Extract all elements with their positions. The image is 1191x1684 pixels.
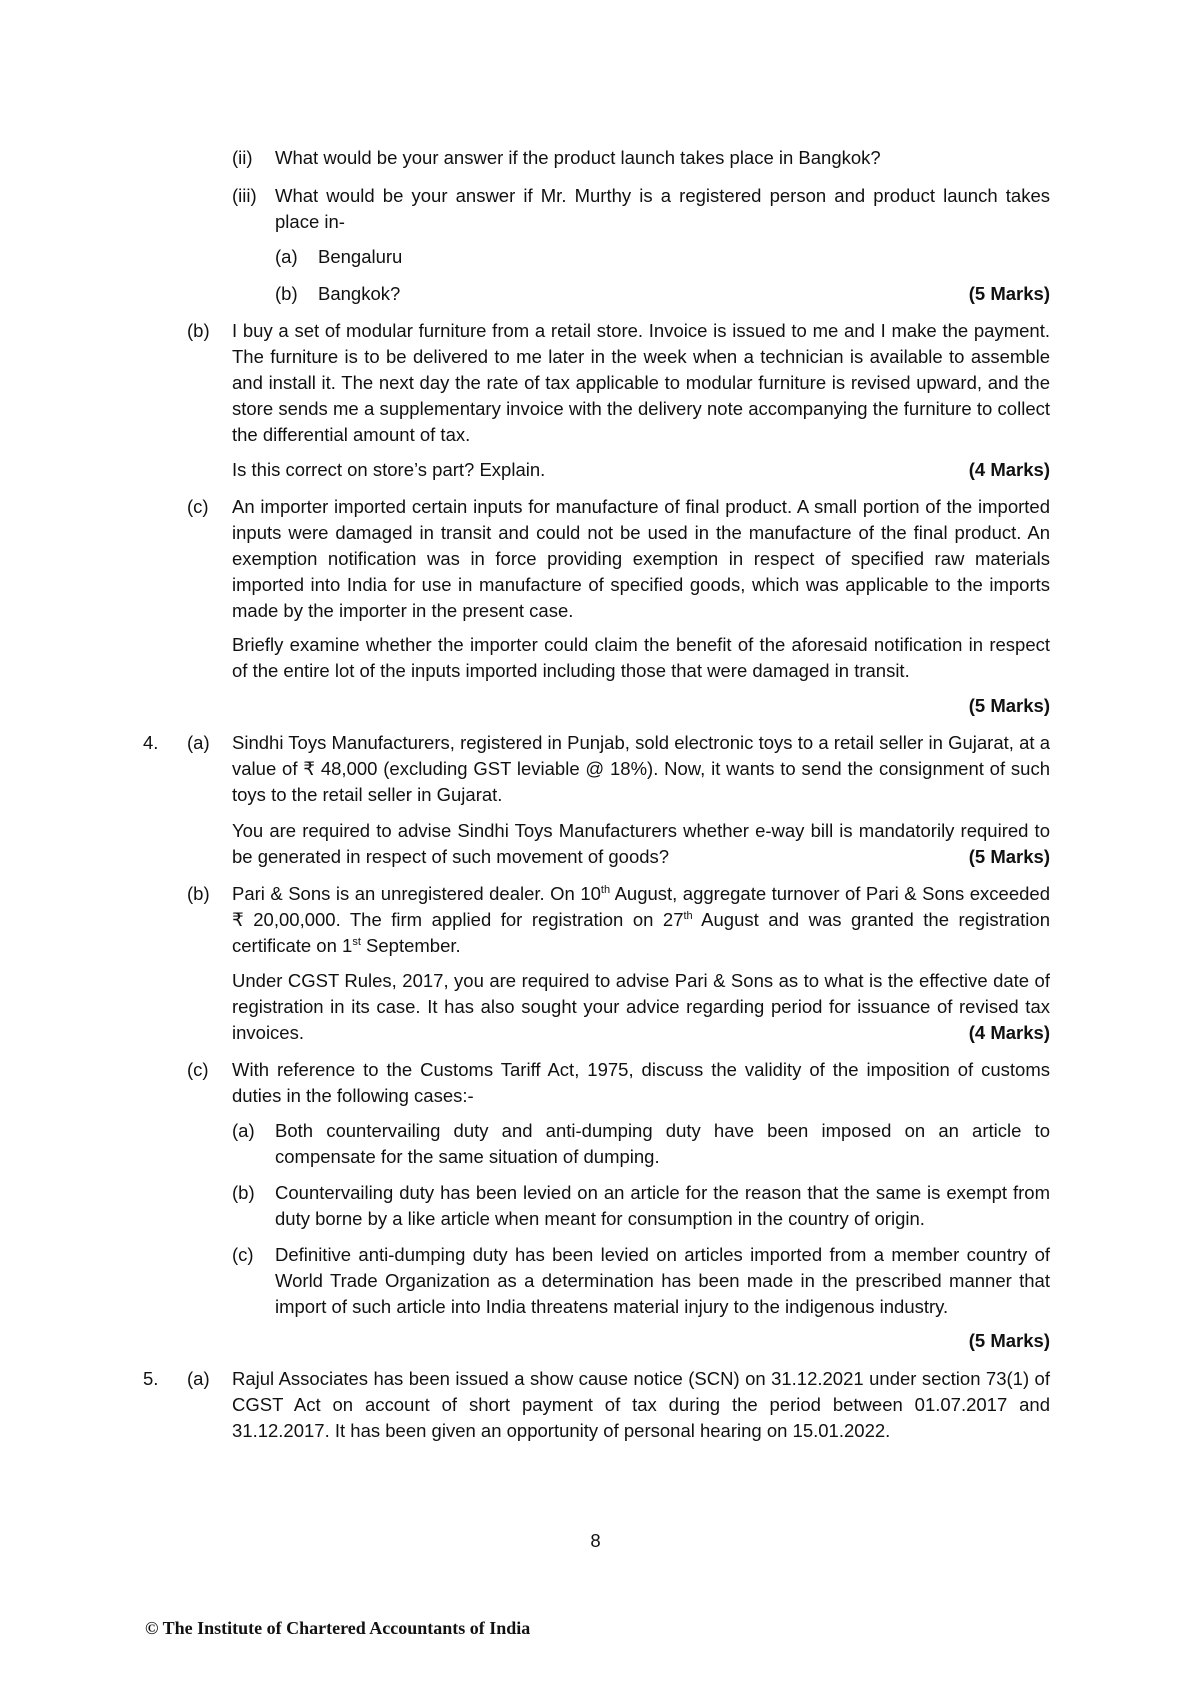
q3-b-question: Is this correct on store’s part? Explain. bbox=[232, 459, 546, 480]
q4-b-text-4: September. bbox=[360, 935, 461, 956]
q3-c-text: An importer imported certain inputs for manufacture of final product. A small portion of the imported inputs were damaged in transit and could not be used in the manufacture of the final product. An exemption notification was in force providing exemption in respect of specified raw materials imported into India for use in manufacture of specified goods, which was applicable to the imports made by the importer in the present case. bbox=[232, 496, 1050, 621]
q4-b-sup-3: st bbox=[352, 935, 361, 948]
footer-copyright: © The Institute of Chartered Accountants of India bbox=[145, 1618, 531, 1638]
q4-c-item-text: Definitive anti-dumping duty has been levied on articles imported from a member country of World Trade Organization as a determination has been made in the prescribed manner that import of such article into India threatens material injury to the indigenous industry. bbox=[275, 1244, 1050, 1317]
q5-a-label: (a) bbox=[187, 1368, 210, 1389]
q5-a-text: Rajul Associates has been issued a show cause notice (SCN) on 31.12.2021 under section 73(1) of CGST Act on account of short payment of tax during the period between 01.07.2017 and 31.12.2017. It has been given an opportunity of personal hearing on 15.01.2022. bbox=[232, 1368, 1050, 1441]
q3-a-iii-label: (iii) bbox=[232, 185, 257, 206]
q3-b-text: I buy a set of modular furniture from a retail store. Invoice is issued to me and I make the payment. The furniture is to be delivered to me later in the week when a technician is available to assemble and install it. The next day the rate of tax applicable to modular furniture is revised upward, and the store sends me a supplementary invoice with the delivery note accompanying the furniture to collect the differential amount of tax. bbox=[232, 320, 1050, 445]
q4-b-text bbox=[232, 881, 1050, 959]
q3-a-iii-a-label: (a) bbox=[275, 246, 298, 267]
q4-b-marks: (4 Marks) bbox=[968, 1022, 1050, 1043]
q3-c-label: (c) bbox=[187, 496, 209, 517]
q4-b-text-3: August and was granted the registration certificate on 1 bbox=[232, 909, 1050, 956]
q4-a-text: Sindhi Toys Manufacturers, registered in Punjab, sold electronic toys to a retail seller in Gujarat, at a value of ₹ 48,000 (excluding GST leviable @ 18%). Now, it wants to send the consignment of such toys to the retail seller in Gujarat. bbox=[232, 732, 1050, 805]
q3-a-marks: (5 Marks) bbox=[968, 283, 1050, 304]
q4-a-marks: (5 Marks) bbox=[968, 846, 1050, 867]
q3-c-marks: (5 Marks) bbox=[968, 695, 1050, 716]
q3-a-ii-text: What would be your answer if the product launch takes place in Bangkok? bbox=[275, 147, 881, 168]
q4-c-item-text: Both countervailing duty and anti-dumping duty have been imposed on an article to compensate for the same situation of dumping. bbox=[275, 1120, 1050, 1167]
page-number: 8 bbox=[590, 1530, 601, 1551]
q4-b-text-1: Pari & Sons is an unregistered dealer. On 10 bbox=[232, 883, 601, 904]
q4-c-item-label: (b) bbox=[232, 1182, 255, 1203]
q4-c-text: With reference to the Customs Tariff Act, 1975, discuss the validity of the imposition of customs duties in the following cases:- bbox=[232, 1059, 1050, 1106]
q3-a-ii-label: (ii) bbox=[232, 147, 253, 168]
q4-b-sup-1: th bbox=[600, 883, 611, 896]
q4-b-label: (b) bbox=[187, 883, 210, 904]
q4-c-item-label: (c) bbox=[232, 1244, 254, 1265]
q3-a-iii-b-label: (b) bbox=[275, 283, 298, 304]
q4-a-label: (a) bbox=[187, 732, 210, 753]
q3-a-iii-a-text: Bengaluru bbox=[318, 246, 403, 267]
q4-c-item-text: Countervailing duty has been levied on an article for the reason that the same is exempt from duty borne by a like article when meant for consumption in the country of origin. bbox=[275, 1182, 1050, 1229]
q4-b-text-2: August, aggregate turnover of Pari & Sons exceeded ₹ 20,00,000. The firm applied for registration on 27 bbox=[232, 883, 1051, 930]
q3-b-marks: (4 Marks) bbox=[968, 459, 1050, 480]
q3-a-iii-b-text: Bangkok? bbox=[318, 283, 401, 304]
q5-number: 5. bbox=[143, 1368, 159, 1389]
q3-b-label: (b) bbox=[187, 320, 210, 341]
q3-a-iii-text: What would be your answer if Mr. Murthy is a registered person and product launch takes place in- bbox=[275, 185, 1050, 232]
q4-c-marks: (5 Marks) bbox=[968, 1330, 1050, 1351]
q3-c-question: Briefly examine whether the importer could claim the benefit of the aforesaid notification in respect of the entire lot of the inputs imported including those that were damaged in transit. bbox=[232, 634, 1050, 681]
q4-b-question: Under CGST Rules, 2017, you are required to advise Pari & Sons as to what is the effective date of registration in its case. It has also sought your advice regarding period for issuance of revised tax invoices. bbox=[232, 970, 1050, 1043]
q4-number: 4. bbox=[143, 732, 159, 753]
q4-a-question: You are required to advise Sindhi Toys Manufacturers whether e-way bill is mandatorily required to be generated in respect of such movement of goods? bbox=[232, 820, 1050, 867]
q4-c-item-label: (a) bbox=[232, 1120, 255, 1141]
q4-c-label: (c) bbox=[187, 1059, 209, 1080]
q4-b-sup-2: th bbox=[683, 909, 693, 922]
